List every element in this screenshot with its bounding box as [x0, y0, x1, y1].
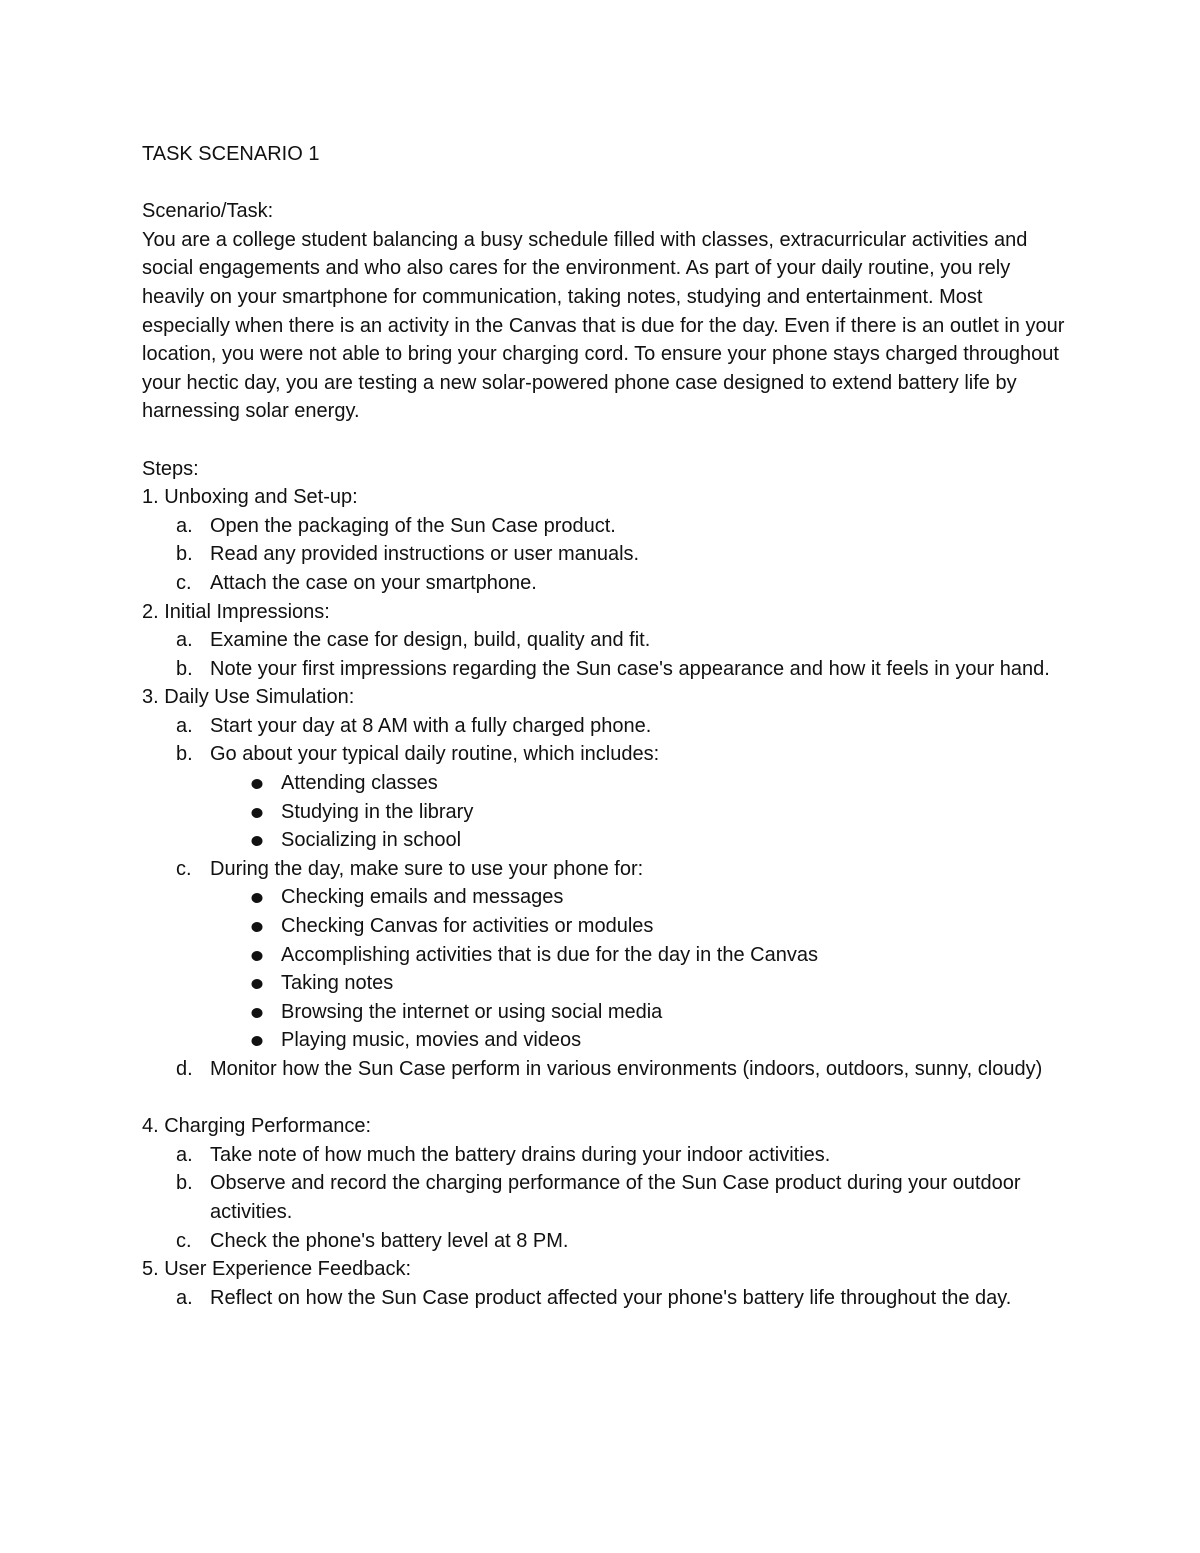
bullet-dot-icon — [252, 1036, 263, 1046]
bullet-dot-icon — [252, 951, 263, 961]
sub-item-marker: b. — [176, 657, 193, 680]
sub-item-text: Attach the case on your smartphone. — [210, 571, 537, 594]
bullet-dot-icon — [252, 808, 263, 818]
sub-item-text: Reflect on how the Sun Case product affected your phone's battery life throughout the day. — [210, 1286, 1012, 1309]
sub-item — [142, 626, 1072, 655]
bullet-item — [142, 883, 1072, 912]
bullet-text: Accomplishing activities that is due for the day in the Canvas — [281, 943, 818, 966]
sub-item-marker: c. — [176, 1229, 192, 1252]
sub-item-text: Start your day at 8 AM with a fully charged phone. — [210, 714, 652, 737]
step-title: 3. Daily Use Simulation: — [142, 686, 355, 709]
step-3 — [142, 683, 1072, 1083]
bullet-text: Playing music, movies and videos — [281, 1029, 582, 1052]
bullet-text: Taking notes — [281, 972, 394, 995]
step-title: 4. Charging Performance: — [142, 1115, 372, 1138]
bullet-text: Browsing the internet or using social media — [281, 1000, 663, 1023]
bullet-item — [142, 998, 1072, 1027]
scenario-label: Scenario/Task: — [142, 200, 274, 223]
bullet-item — [142, 826, 1072, 855]
bullet-item — [142, 1026, 1072, 1055]
bullet-text: Checking emails and messages — [281, 886, 564, 909]
bullet-dot-icon — [252, 779, 263, 789]
sub-item-text: Go about your typical daily routine, which includes: — [210, 743, 660, 766]
sub-item — [142, 855, 1072, 884]
sub-item-marker: c. — [176, 857, 192, 880]
sub-item-text: During the day, make sure to use your phone for: — [210, 857, 644, 880]
sub-item — [142, 712, 1072, 741]
sub-item-text: Open the packaging of the Sun Case product. — [210, 514, 616, 537]
step-4 — [142, 1112, 1072, 1255]
sub-item-marker: a. — [176, 1286, 193, 1309]
step-title: 1. Unboxing and Set-up: — [142, 486, 358, 509]
bullet-dot-icon — [252, 836, 263, 846]
step-5 — [142, 1255, 1072, 1312]
sub-item-text: Read any provided instructions or user manuals. — [210, 543, 640, 566]
sub-item — [142, 1227, 1072, 1256]
sub-item — [142, 569, 1072, 598]
sub-item-text: Observe and record the charging performance of the Sun Case product during your outdoor activities. — [210, 1172, 1021, 1223]
bullet-text: Studying in the library — [281, 800, 474, 823]
bullet-item — [142, 798, 1072, 827]
sub-item — [142, 1141, 1072, 1170]
bullet-text: Attending classes — [281, 772, 438, 795]
steps-label: Steps: — [142, 457, 199, 480]
sub-item-marker: a. — [176, 714, 193, 737]
sub-item-text: Monitor how the Sun Case perform in various environments (indoors, outdoors, sunny, cloudy) — [210, 1058, 1043, 1080]
bullet-item — [142, 912, 1072, 941]
sub-item-marker: b. — [176, 543, 193, 566]
bullet-item — [142, 769, 1072, 798]
blank-line — [142, 1084, 1072, 1113]
sub-item — [142, 540, 1072, 569]
document-page — [142, 140, 1072, 1312]
sub-item — [142, 740, 1072, 769]
sub-item-marker: a. — [176, 1143, 193, 1166]
sub-item — [142, 1284, 1072, 1313]
sub-item — [142, 1169, 1072, 1226]
sub-item-text: Note your first impressions regarding the Sun case's appearance and how it feels in your hand. — [210, 657, 1050, 680]
step-title: 2. Initial Impressions: — [142, 600, 330, 623]
sub-item-marker: d. — [176, 1058, 193, 1080]
bullet-item — [142, 941, 1072, 970]
bullet-dot-icon — [252, 922, 263, 932]
bullet-dot-icon — [252, 1008, 263, 1018]
sub-item — [142, 655, 1072, 684]
bullet-text: Socializing in school — [281, 829, 462, 852]
bullet-text: Checking Canvas for activities or modules — [281, 915, 654, 938]
bullet-item — [142, 969, 1072, 998]
step-1 — [142, 483, 1072, 597]
sub-item — [142, 512, 1072, 541]
sub-item — [142, 1055, 1072, 1084]
sub-item-marker: b. — [176, 1172, 193, 1195]
sub-item-marker: c. — [176, 571, 192, 594]
sub-item-text: Check the phone's battery level at 8 PM. — [210, 1229, 569, 1252]
step-2 — [142, 598, 1072, 684]
bullet-dot-icon — [252, 893, 263, 903]
sub-item-text: Examine the case for design, build, quality and fit. — [210, 629, 651, 652]
document-title: TASK SCENARIO 1 — [142, 143, 320, 165]
scenario-paragraph: You are a college student balancing a busy schedule filled with classes, extracurricular activities and social engagements and who also cares for the environment. As part of your daily routine, you rely heavily on your smartphone for communication, taking notes, studying and entertainment. Most especially when there is an activity in the Canvas that is due for the day. Even if there is an outlet in your location, you were not able to bring your charging cord. To ensure your phone stays charged throughout your hectic day, you are testing a new solar-powered phone case designed to extend battery life by harnessing solar energy. — [142, 228, 1065, 423]
sub-item-text: Take note of how much the battery drains during your indoor activities. — [210, 1143, 831, 1166]
sub-item-marker: b. — [176, 743, 193, 766]
step-title: 5. User Experience Feedback: — [142, 1258, 412, 1281]
sub-item-marker: a. — [176, 514, 193, 537]
sub-item-marker: a. — [176, 629, 193, 652]
bullet-dot-icon — [252, 979, 263, 989]
